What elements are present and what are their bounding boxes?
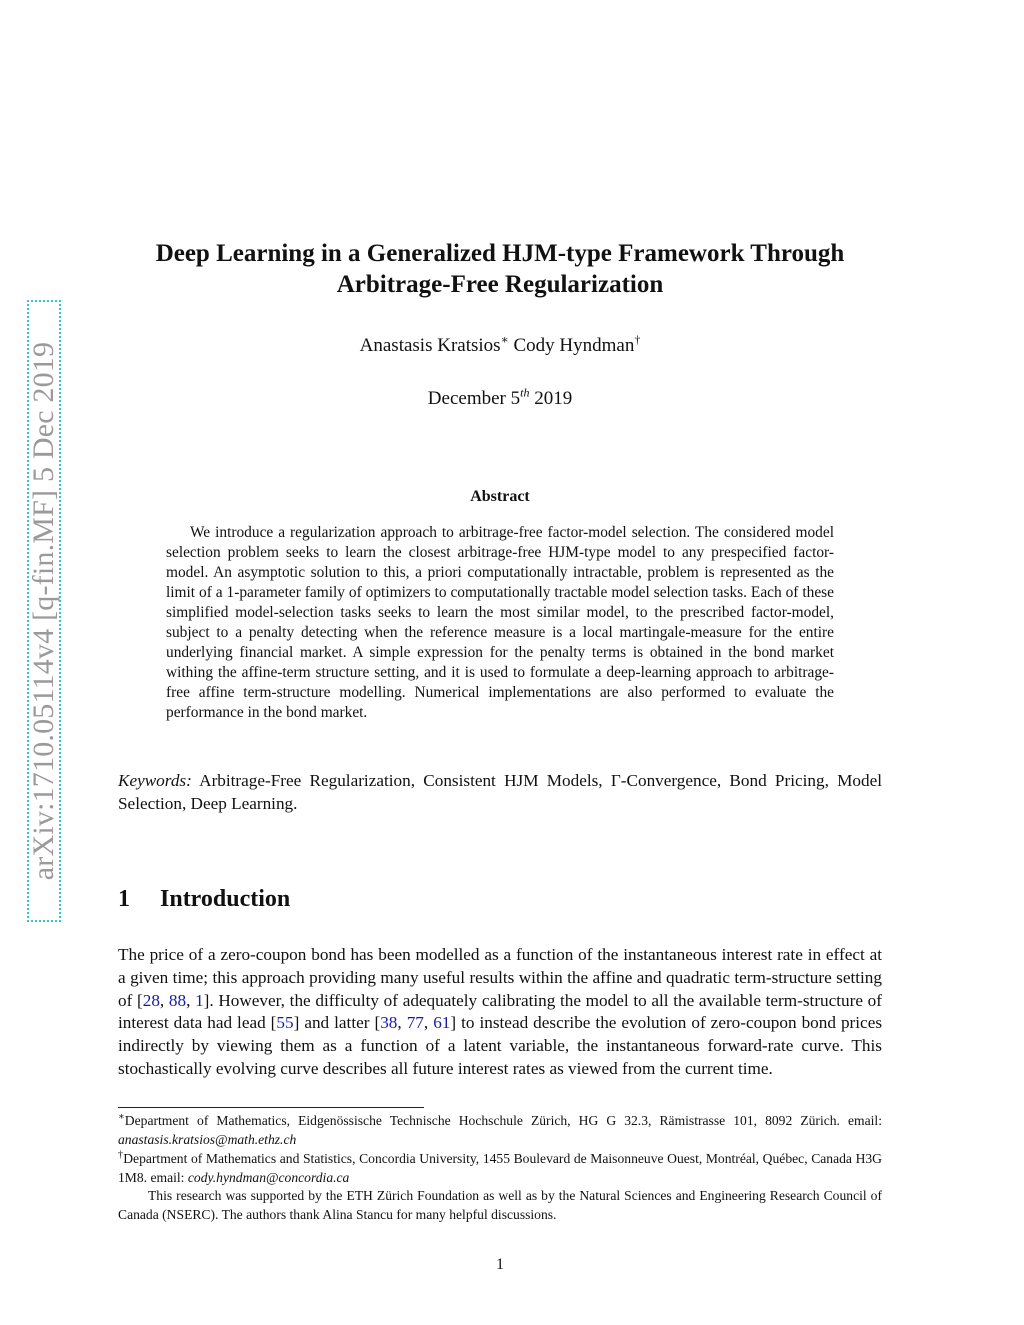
intro-text-3: ] and latter [: [293, 1013, 381, 1033]
citation-link[interactable]: 38: [380, 1013, 398, 1033]
citation-sep: ,: [397, 1013, 407, 1033]
citation-sep: ,: [423, 1013, 434, 1033]
citation-link[interactable]: 55: [276, 1013, 294, 1033]
footnote-2: [118, 1149, 882, 1187]
citation-link[interactable]: 77: [406, 1013, 424, 1033]
date-before: December 5: [427, 388, 521, 409]
keywords-text: Arbitrage-Free Regularization, Consistent HJM Models, Γ-Convergence, Bond Pricing, Model Selection, Deep Learning.: [118, 771, 882, 813]
citation-link[interactable]: 88: [168, 990, 187, 1010]
footnote-2-email: cody.hyndman@concordia.ca: [187, 1170, 350, 1185]
citation-sep: ,: [159, 990, 169, 1010]
citation-link[interactable]: 61: [433, 1013, 451, 1033]
author-2-mark: †: [634, 332, 641, 347]
section-number: 1: [118, 886, 130, 912]
citation-sep: ,: [186, 990, 196, 1010]
abstract-text: We introduce a regularization approach to arbitrage-free factor-model selection. The considered model selection problem seeks to learn the closest arbitrage-free HJM-type model to any prespecified factor-model. An asymptotic solution to this, a priori computationally intractable, problem is represented as the limit of a 1-parameter family of optimizers to computationally tractable model selection tasks. Each of these simplified model-selection tasks seeks to learn the most similar model, to the prescribed factor-model, subject to a penalty detecting when the reference measure is a local martingale-measure for the entire underlying financial market. A simple expression for the penalty terms is obtained in the bond market withing the affine-term structure setting, and it is used to formulate a deep-learning approach to arbitrage-free affine term-structure modelling. Numerical implementations are also performed to evaluate the performance in the bond market.: [166, 524, 834, 721]
title-line-2: Arbitrage-Free Regularization: [336, 271, 664, 298]
arxiv-stamp-text: arXiv:1710.05114v4 [q-fin.MF] 5 Dec 2019: [27, 341, 61, 881]
footnote-1-mark: ∗: [118, 1111, 125, 1123]
author-1: Anastasis Kratsios: [359, 335, 501, 356]
date-after: 2019: [529, 388, 573, 409]
author-1-mark: ∗: [500, 332, 509, 347]
intro-text-2: ]. However, the difficulty of adequately calibrating the model to all the available term-structure of interest data had lead [: [118, 990, 882, 1033]
footnote-2-mark: †: [118, 1149, 124, 1161]
intro-paragraph: [118, 944, 882, 1081]
title-line-1: Deep Learning in a Generalized HJM-type Framework Through: [155, 240, 845, 267]
citation-link[interactable]: 1: [195, 990, 204, 1010]
section-title: Introduction: [160, 886, 291, 912]
page-number: 1: [496, 1256, 504, 1273]
footnote-rule: [118, 1107, 424, 1108]
abstract-heading: Abstract: [470, 488, 530, 505]
authors: [118, 332, 882, 357]
paper-date: [118, 385, 882, 410]
intro-text-4: ] to instead describe the evolution of zero-coupon bond prices indirectly by viewing them as a function of a latent variable, the instantaneous forward-rate curve. This stochastically evolving curve describes all future interest rates as viewed from the current time.: [118, 1013, 883, 1078]
paper-title: [118, 238, 882, 300]
section-heading: [118, 886, 290, 913]
footnote-2-text: Department of Mathematics and Statistics, Concordia University, 1455 Boulevard de Maisonneuve Ouest, Montréal, Québec, Canada H3G 1M8. email:: [118, 1151, 883, 1185]
intro-text-1: The price of a zero-coupon bond has been modelled as a function of the instantaneous interest rate in effect at a given time; this approach providing many useful results within the affine and quadratic term-structure setting of [: [118, 945, 882, 1010]
arxiv-stamp: [27, 300, 61, 922]
keywords: [118, 769, 882, 815]
footnote-1: [118, 1111, 882, 1149]
footnote-1-text: Department of Mathematics, Eidgenössische Technische Hochschule Zürich, HG G 32.3, Rämistrasse 101, 8092 Zürich. email:: [124, 1113, 882, 1128]
keywords-label: Keywords:: [118, 771, 192, 790]
footnote-3: This research was supported by the ETH Zürich Foundation as well as by the Natural Sciences and Engineering Research Council of Canada (NSERC). The authors thank Alina Stancu for many helpful discussions.: [118, 1188, 882, 1222]
citation-link[interactable]: 28: [142, 990, 160, 1010]
footnote-1-email: anastasis.kratsios@math.ethz.ch: [118, 1132, 297, 1147]
date-sup: th: [520, 385, 530, 400]
author-2: Cody Hyndman: [513, 335, 635, 356]
